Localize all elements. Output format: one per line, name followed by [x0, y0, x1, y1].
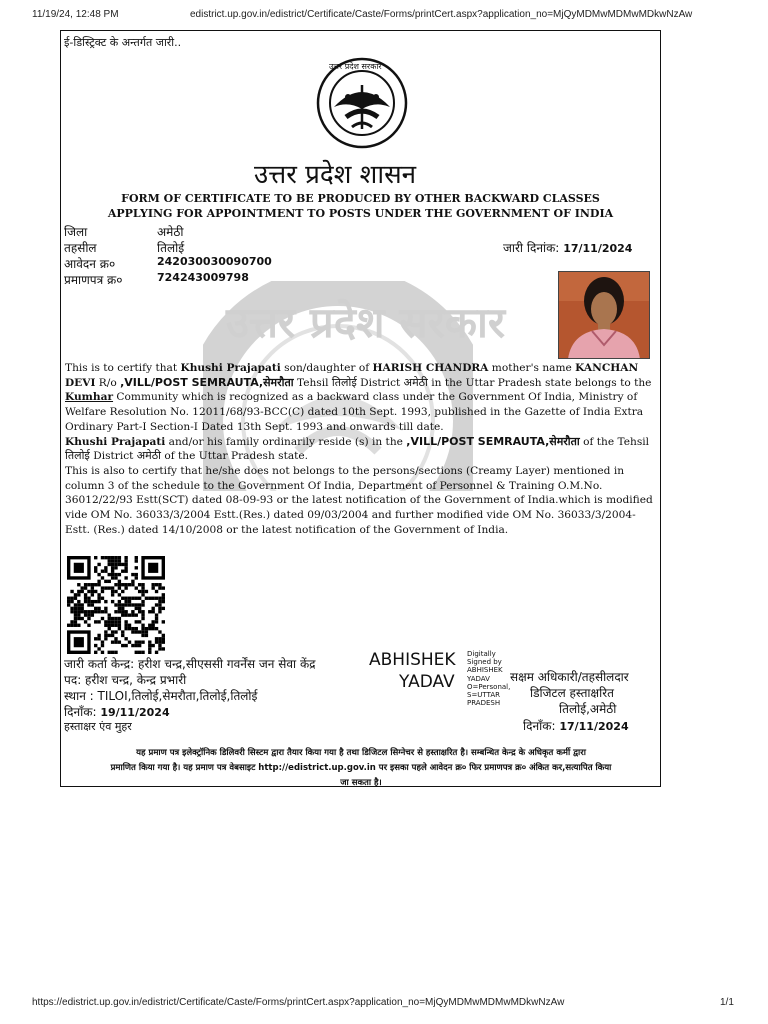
- body-paragraph-residence: Khushi Prajapati and/or his family ordinarily reside (s) in the ,VILL/POST SEMRAUTA,सेमरौता of the Tehsil तिलोई District अमेठी of the Uttar Pradesh state.: [65, 434, 650, 463]
- edistrict-note: ई-डिस्ट्रिक्ट के अन्तर्गत जारी..: [64, 36, 182, 49]
- father-name: HARISH CHANDRA: [372, 362, 489, 374]
- issuer-center: जारी कर्ता केन्द्र: हरीश चन्द्र,सीएससी गवर्नेंस जन सेवा केंद्र: [64, 657, 316, 671]
- verification-note: यह प्रमाण पत्र इलेक्ट्रॉनिक डिलिवरी सिस्टम द्वारा तैयार किया गया है तथा डिजिटल सिग्नेचर से हस्ताक्षरित है। सम्बन्धित केन्द्र के अधिकृत कर्मी द्वारा प्रमाणित किया गया है। यह प्रमाण पत्र वेबसाइट http://edistrict.up.gov.in पर इसका पहले आवेदन क्र० फिर प्रमाणपत्र क्र० अंकित कर,सत्यापित किया जा सकता है।: [110, 748, 612, 787]
- emblem-text: उत्तर प्रदेश सरकार: [329, 62, 382, 71]
- signature-details: Digitally Signed by ABHISHEK YADAV O=Personal, S=UTTAR PRADESH: [467, 650, 511, 708]
- print-url: edistrict.up.gov.in/edistrict/Certificate/Caste/Forms/printCert.aspx?application_no=MjQyMDMwMDMwMDkwNzAw: [190, 9, 693, 20]
- authority-title: सक्षम अधिकारी/तहसीलदार: [510, 670, 629, 684]
- form-title-line2: APPLYING FOR APPOINTMENT TO POSTS UNDER THE GOVERNMENT OF INDIA: [107, 207, 614, 220]
- print-datetime: 11/19/24, 12:48 PM: [32, 9, 119, 20]
- issue-date: [503, 239, 632, 256]
- issuer-place: स्थान : TILOI,तिलोई,सेमरौता,तिलोई,तिलोई: [64, 689, 258, 703]
- body-paragraph-caste: This is to certify that Khushi Prajapati son/daughter of HARISH CHANDRA mother's name KANCHAN DEVI R/o ,VILL/POST SEMRAUTA,सेमरौता Tehsil तिलोई District अमेठी in the Uttar Pradesh state belongs to the Kumhar Community which is recognized as a backward class under the Government Of India, Ministry of Welfare Resolution No. 12011/68/93-BCC(C) dated 10th Sept. 1993, published in the Gazette of India Extra Ordinary Part-I Section-I Dated 13th Sept. 1993 and onwards till date.: [65, 362, 652, 433]
- issuer-sign-label: हस्ताक्षर एंव मुहर: [64, 720, 132, 733]
- qr-code: [67, 556, 165, 654]
- authority-location: तिलोई,अमेठी: [559, 702, 617, 716]
- certificate-body: [65, 361, 657, 537]
- application-label: आवेदन क्र०: [64, 257, 116, 271]
- body-paragraph-creamy-layer: This is also to certify that he/she does not belongs to the persons/sections (Creamy Layer) mentioned in column 3 of the schedule to the Government Of India, Department of Personnel & Training O.M.No. 36012/22/93 Estt(SCT) dated 08-09-93 or the latest notification of the Government of India.which is modified vide OM No. 36033/3/2004 Estt.(Res.) dated 09/03/2004 and further modified vide OM No. 36033/3/2004-Estt. (Res.) dated 14/10/2008 or the latest notification of the Government of India.: [65, 464, 653, 536]
- tehsil-value: तिलोई: [157, 241, 185, 255]
- tehsil-label: तहसील: [64, 241, 97, 255]
- print-page-count: 1/1: [720, 997, 734, 1008]
- form-title-line1: FORM OF CERTIFICATE TO BE PRODUCED BY OTHER BACKWARD CLASSES: [121, 192, 600, 205]
- issue-date-label: जारी दिनांक:: [503, 241, 560, 255]
- issue-date-value: 17/11/2024: [563, 242, 633, 255]
- issuer-date: दिनाँक: 19/11/2024: [64, 705, 170, 719]
- signature-name-line1: ABHISHEK: [369, 650, 456, 670]
- application-value: 242030030090700: [157, 255, 272, 268]
- certificate-label: प्रमाणपत्र क्र०: [64, 273, 123, 287]
- applicant-photo: [558, 271, 650, 359]
- print-footer-url: https://edistrict.up.gov.in/edistrict/Certificate/Caste/Forms/printCert.aspx?application_no=MjQyMDMwMDMwMDkwNzAw: [32, 997, 565, 1008]
- issuer-post: पद: हरीश चन्द्र, केन्द्र प्रभारी: [64, 673, 187, 687]
- govt-title: उत्तर प्रदेश शासन: [254, 160, 417, 190]
- district-value: अमेठी: [157, 225, 184, 239]
- certificate: [60, 30, 661, 787]
- address: ,VILL/POST SEMRAUTA,सेमरौता: [120, 375, 294, 389]
- caste-name: Kumhar: [65, 391, 114, 404]
- district-label: जिला: [64, 225, 88, 239]
- applicant-name: Khushi Prajapati: [180, 362, 281, 374]
- authority-date: दिनाँक: 17/11/2024: [523, 719, 629, 733]
- authority-signed: डिजिटल हस्ताक्षरित: [530, 686, 614, 700]
- watermark-text: उत्तर प्रदेश सरकार: [226, 298, 506, 347]
- certificate-value: 724243009798: [157, 271, 249, 284]
- signature-name-line2: YADAV: [399, 672, 455, 692]
- mother-name: KANCHAN DEVI: [65, 362, 639, 389]
